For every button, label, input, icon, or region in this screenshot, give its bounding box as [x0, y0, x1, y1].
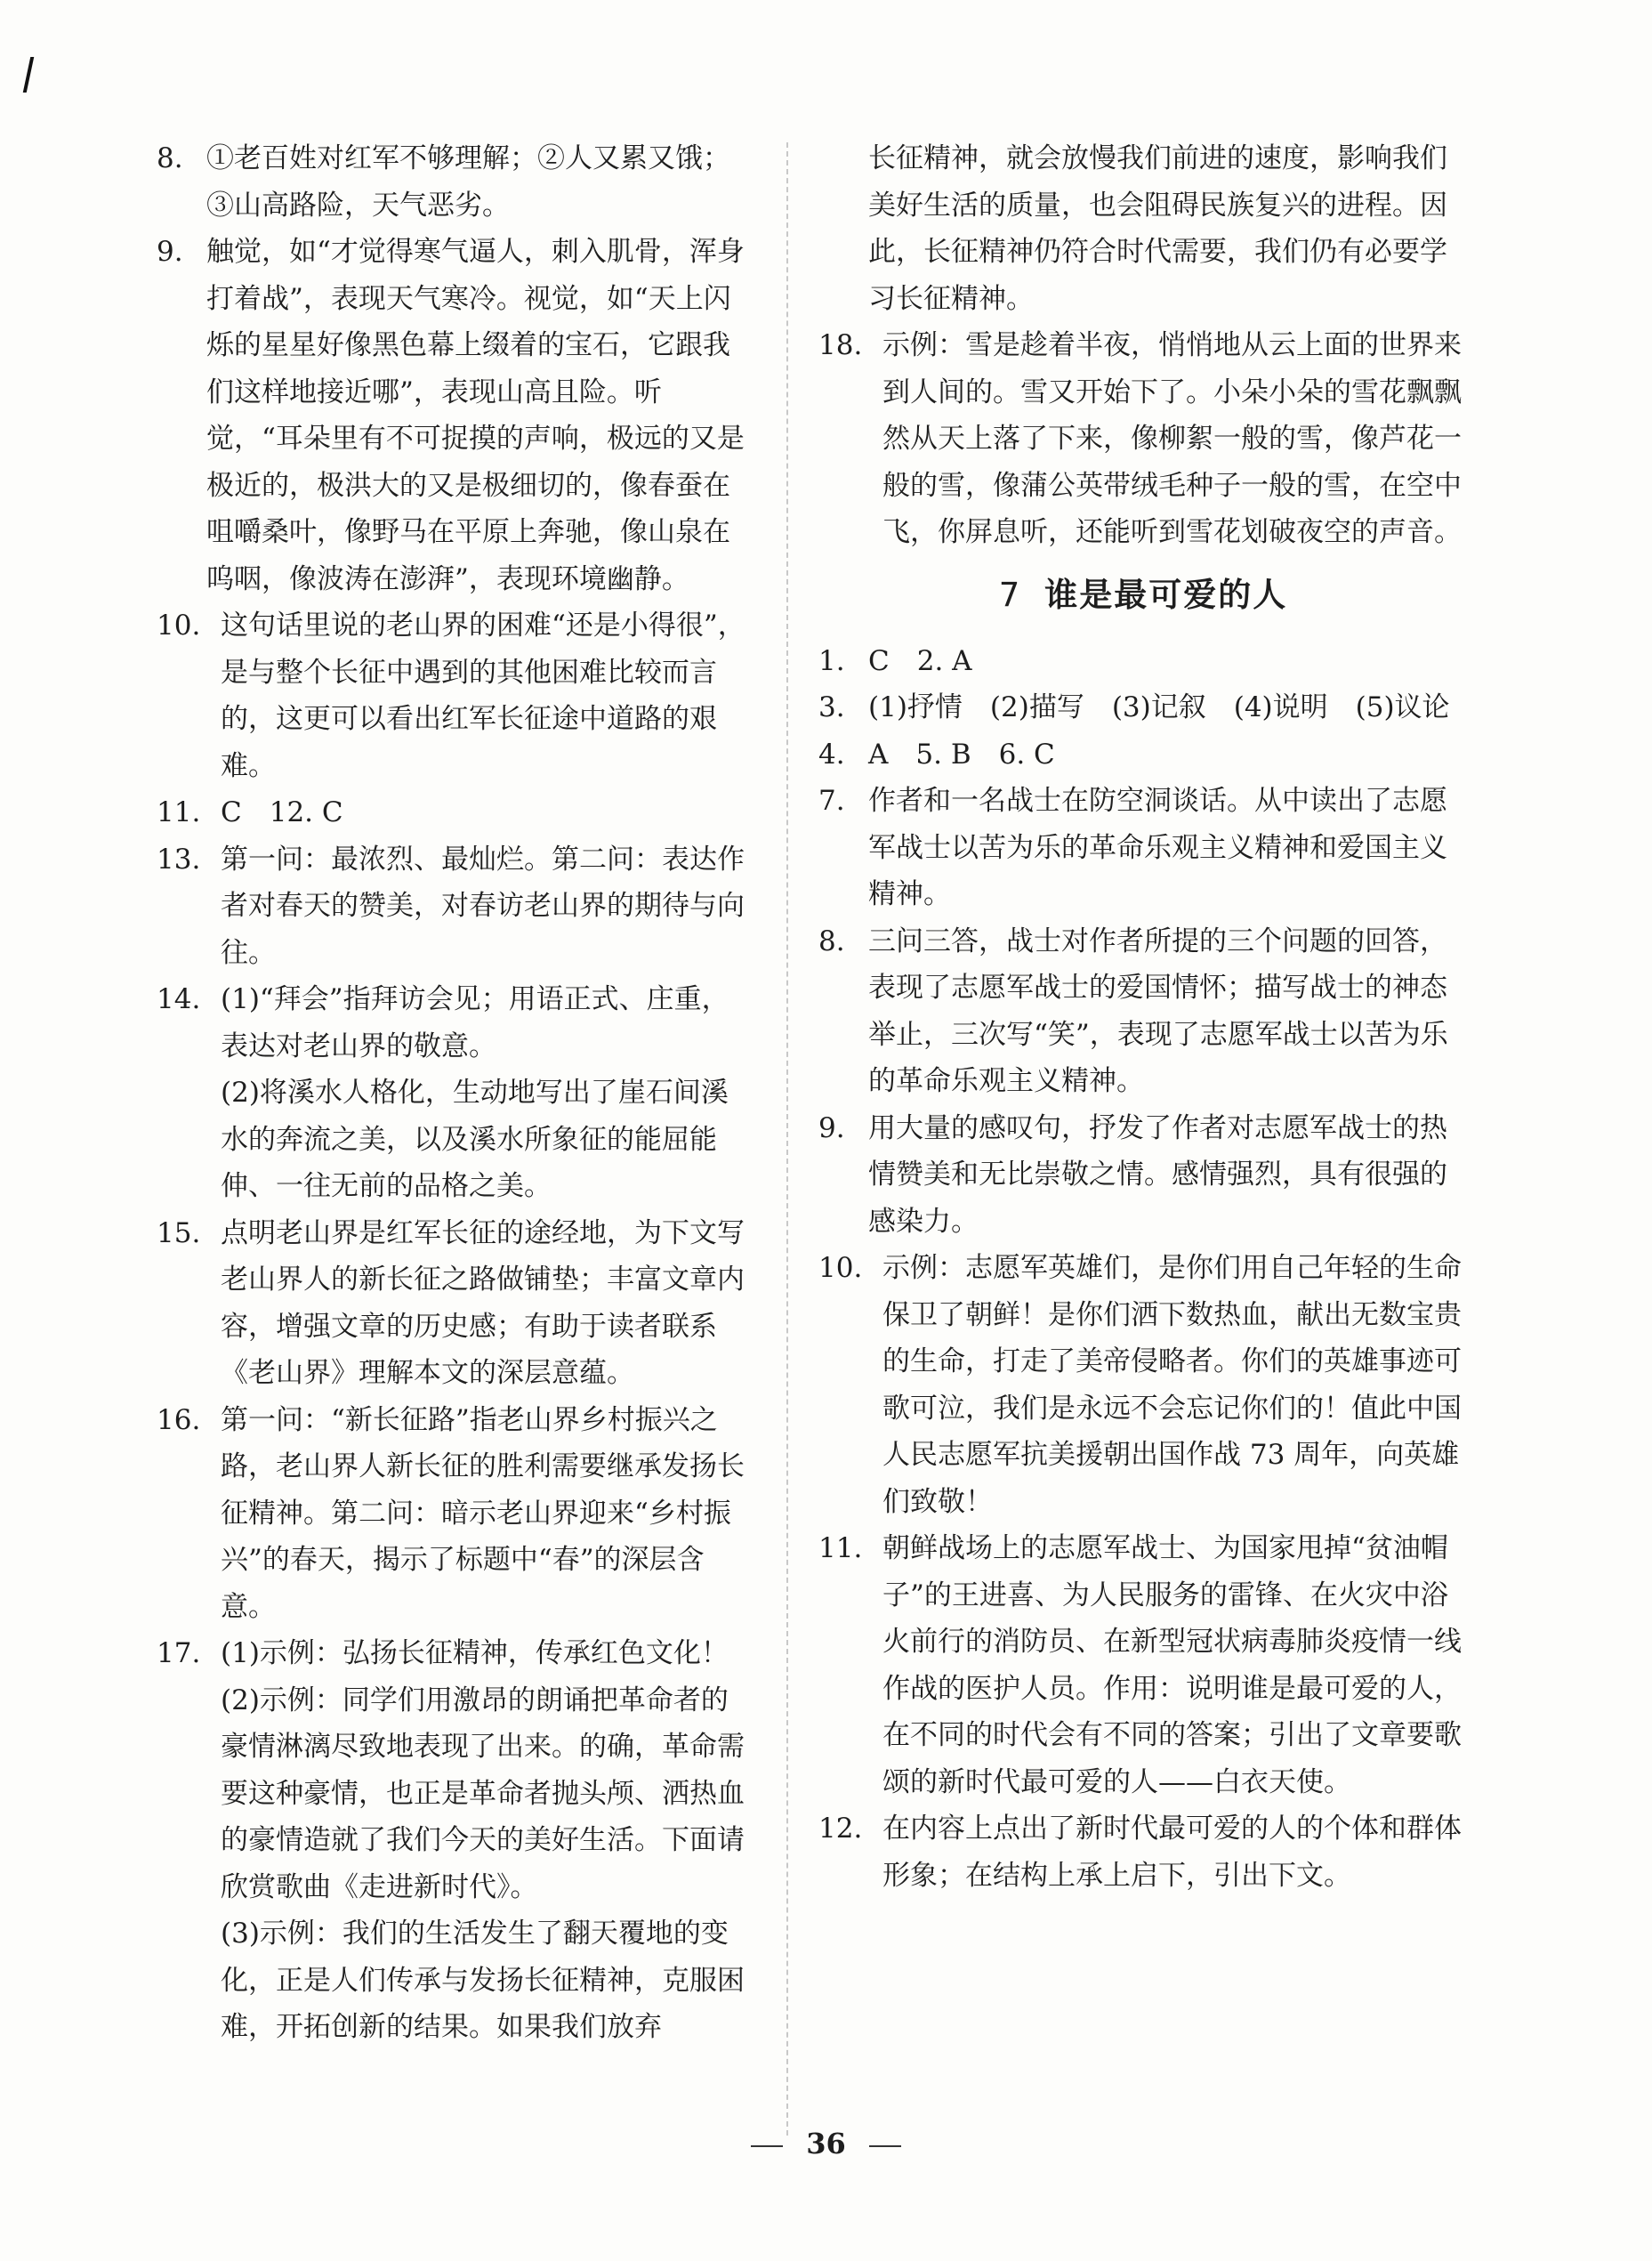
- answer-item: 11. C 12. C: [157, 796, 343, 828]
- answer-continuation: 长征精神，就会放慢我们前进的速度，影响我们美好生活的质量，也会阻碍民族复兴的进程。因此，长征精神仍符合时代需要，我们仍有必要学习长征精神。: [868, 142, 1447, 315]
- answer-item: 10. 示例：志愿军英雄们，是你们用自己年轻的生命保卫了朝鲜！是你们洒下数热血，献出无数宝贵的生命，打走了美帝侵略者。你们的英雄事迹可歌可泣，我们是永远不会忘记你们的！值此中国人民志愿军抗美援朝出国作战 73 周年，向英雄们致敬！: [818, 1252, 1462, 1518]
- answer-item: 9. 触觉，如“才觉得寒气逼人，刺入肌骨，浑身打着战”，表现天气寒冷。视觉，如“天上闪烁的星星好像黑色幕上缀着的宝石，它跟我们这样地接近哪”，表现山高且险。听觉，“耳朵里有不可捉摸的声响，极远的又是极近的，极洪大的又是极细切的，像春蚕在咀嚼桑叶，像野马在平原上奔驰，像山泉在呜咽，像波涛在澎湃”，表现环境幽静。: [157, 236, 745, 595]
- page-number: 36: [0, 2127, 1652, 2160]
- margin-mark: [23, 57, 35, 93]
- answer-item: 16. 第一问：“新长征路”指老山界乡村振兴之路，老山界人新长征的胜利需要继承发扬长征精神。第二问：暗示老山界迎来“乡村振兴”的春天，揭示了标题中“春”的深层含意。: [157, 1403, 745, 1623]
- answer-subitem: (3)示例：我们的生活发生了翻天覆地的变化，正是人们传承与发扬长征精神，克服困难，开拓创新的结果。如果我们放弃: [221, 1918, 745, 2043]
- answer-item: 7. 作者和一名战士在防空洞谈话。从中读出了志愿军战士以苦为乐的革命乐观主义精神和爱国主义精神。: [818, 785, 1447, 910]
- answer-item: 15. 点明老山界是红军长征的途经地，为下文写老山界人的新长征之路做铺垫；丰富文章内容，增强文章的历史感；有助于读者联系《老山界》理解本文的深层意蕴。: [157, 1216, 745, 1389]
- answer-item: 10. 这句话里说的老山界的困难“还是小得很”，是与整个长征中遇到的其他困难比较而言的，这更可以看出红军长征途中道路的艰难。: [157, 610, 745, 782]
- answer-subitem: (2)示例：同学们用激昂的朗诵把革命者的豪情淋漓尽致地表现了出来。的确，革命需要这种豪情，也正是革命者抛头颅、洒热血的豪情造就了我们今天的美好生活。下面请欣赏歌曲《走进新时代》。: [221, 1684, 745, 1903]
- answer-item: 4. A 5. B 6. C: [818, 738, 1055, 771]
- left-column: [157, 135, 754, 2051]
- answer-item: 18. 示例：雪是趁着半夜，悄悄地从云上面的世界来到人间的。雪又开始下了。小朵小朵的雪花飘飘然从天上落了下来，像柳絮一般的雪，像芦花一般的雪，像蒲公英带绒毛种子一般的雪，在空中飞，你屏息听，还能听到雪花划破夜空的声音。: [818, 329, 1462, 548]
- answer-item: 17. (1)示例：弘扬长征精神，传承红色文化！: [157, 1637, 729, 1669]
- answer-subitem: (2)将溪水人格化，生动地写出了崖石间溪水的奔流之美，以及溪水所象征的能屈能伸、一往无前的品格之美。: [221, 1077, 729, 1202]
- section-title: 7 谁是最可爱的人: [998, 575, 1288, 614]
- answer-item: 14. (1)“拜会”指拜访会见；用语正式、庄重，表达对老山界的敬意。: [157, 983, 729, 1062]
- answer-item: 9. 用大量的感叹句，抒发了作者对志愿军战士的热情赞美和无比崇敬之情。感情强烈，具有很强的感染力。: [818, 1111, 1447, 1238]
- answer-item: 3. (1)抒情 (2)描写 (3)记叙 (4)说明 (5)议论: [818, 691, 1450, 723]
- answer-item: 11. 朝鲜战场上的志愿军战士、为国家甩掉“贫油帽子”的王进喜、为人民服务的雷锋、在火灾中浴火前行的消防员、在新型冠状病毒肺炎疫情一线作战的医护人员。作用：说明谁是最可爱的人，在不同的时代会有不同的答案；引出了文章要歌颂的新时代最可爱的人——白衣天使。: [818, 1532, 1462, 1798]
- answer-item: 1. C 2. A: [818, 644, 972, 677]
- answer-item: 13. 第一问：最浓烈、最灿烂。第二问：表达作者对春天的赞美，对春访老山界的期待与向往。: [157, 843, 745, 969]
- answer-item: 8. ①老百姓对红军不够理解；②人又累又饿；③山高路险，天气恶劣。: [157, 142, 730, 222]
- answer-item: 8. 三问三答，战士对作者所提的三个问题的回答，表现了志愿军战士的爱国情怀；描写战士的神态举止，三次写“笑”，表现了志愿军战士以苦为乐的革命乐观主义精神。: [818, 925, 1448, 1097]
- right-column: [818, 135, 1468, 1899]
- answer-item: 12. 在内容上点出了新时代最可爱的人的个体和群体形象；在结构上承上启下，引出下文。: [818, 1813, 1462, 1892]
- column-divider: [786, 142, 788, 2136]
